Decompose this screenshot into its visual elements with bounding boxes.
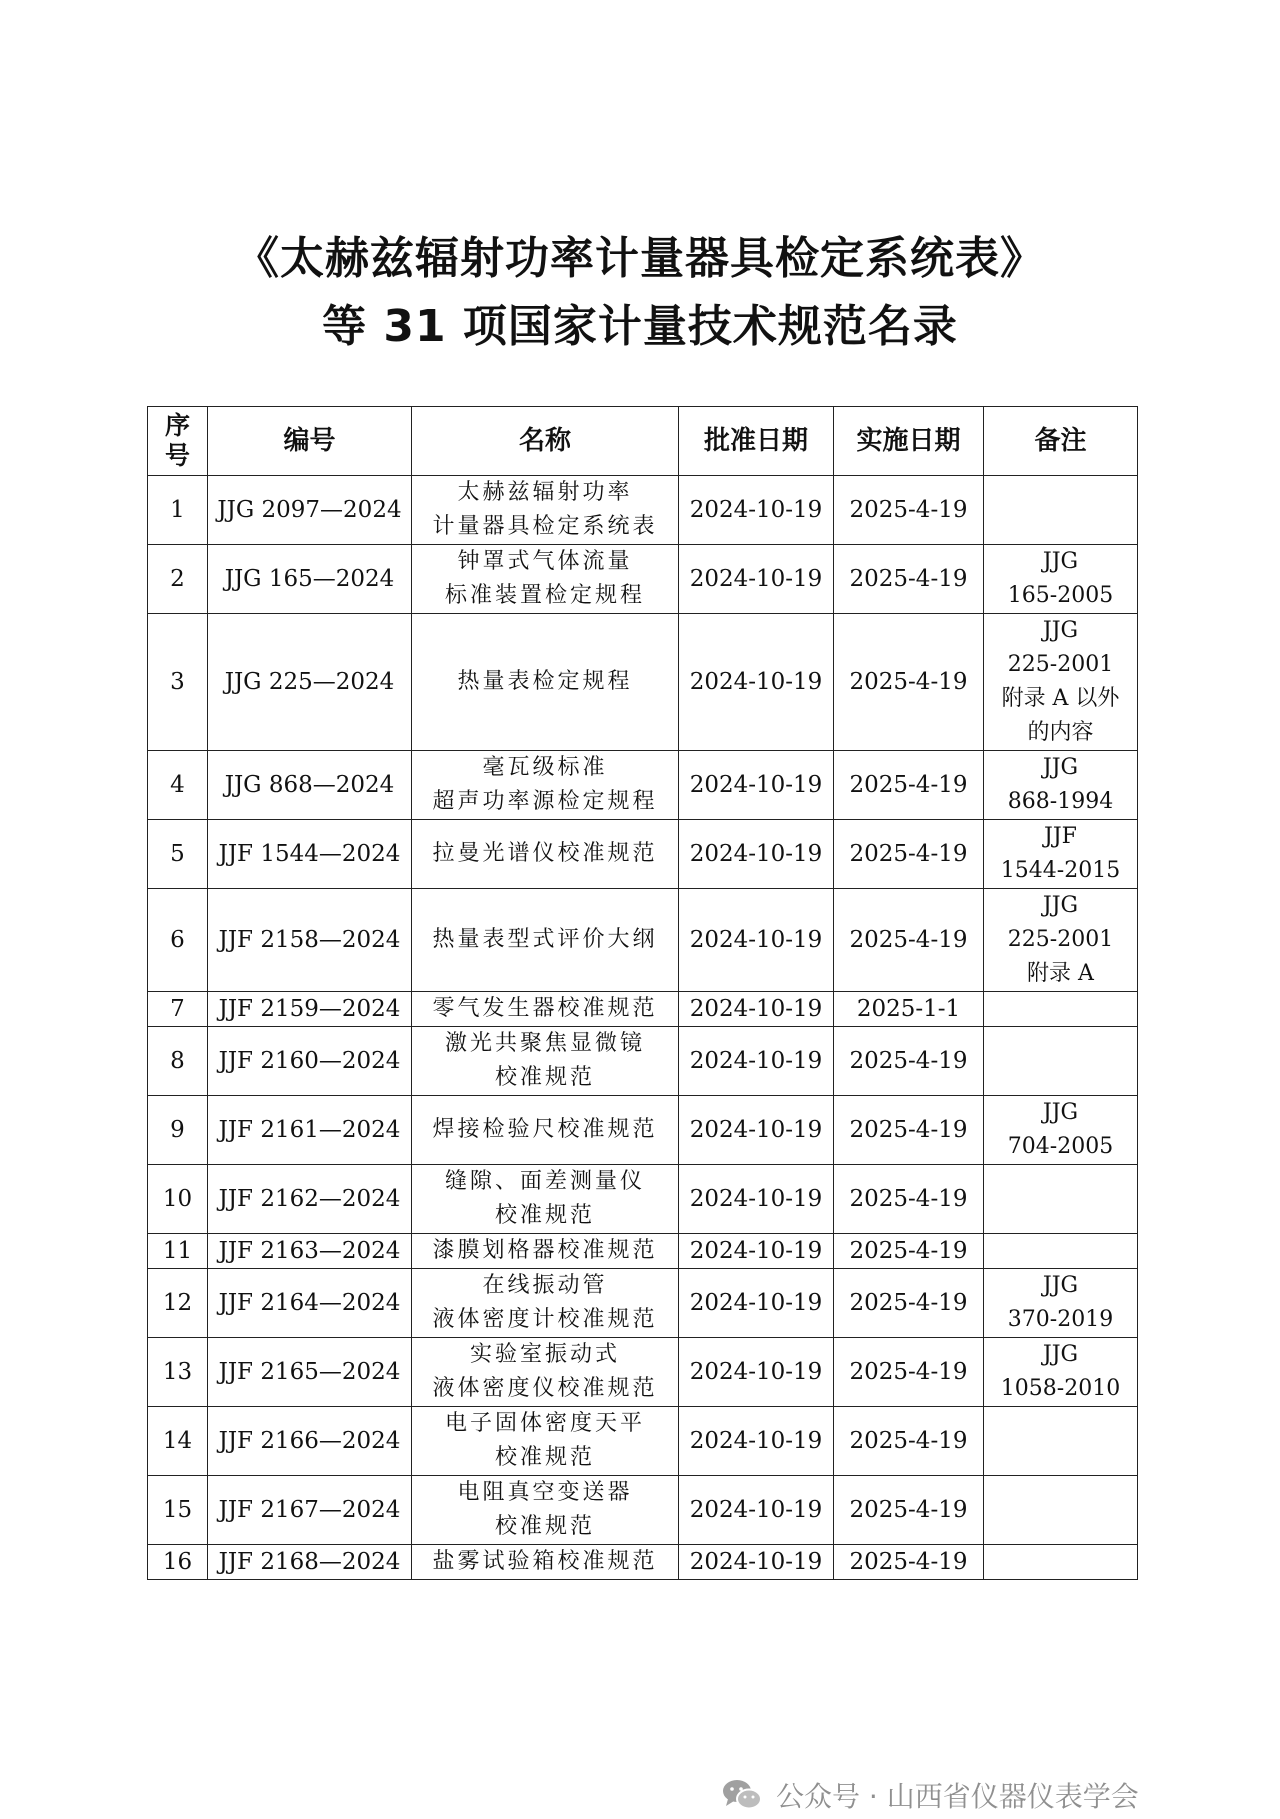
- cell-remark: [984, 1269, 1138, 1338]
- cell-name-line: 钟罩式气体流量: [457, 549, 633, 574]
- cell-approve-date: 2024-10-19: [679, 1545, 834, 1580]
- cell-name-line: 焊接检验尺校准规范: [432, 1117, 658, 1142]
- watermark: [722, 1775, 1139, 1815]
- cell-code: JJF 2163—2024: [208, 1234, 412, 1269]
- header-seq: 序 号: [148, 407, 208, 476]
- cell-name-line: 实验室振动式: [469, 1342, 620, 1367]
- table-row: [148, 1234, 1138, 1269]
- cell-name: [412, 889, 679, 992]
- cell-approve-date: 2024-10-19: [679, 992, 834, 1027]
- cell-code: JJF 2167—2024: [208, 1476, 412, 1545]
- document-title-line-2: 等 31 项国家计量技术规范名录: [322, 301, 958, 352]
- cell-remark: [984, 1476, 1138, 1545]
- cell-name-line: 在线振动管: [482, 1273, 608, 1298]
- cell-remark: [984, 1234, 1138, 1269]
- cell-implement-date: 2025-1-1: [834, 992, 984, 1027]
- cell-implement-date: 2025-4-19: [834, 1476, 984, 1545]
- header-implement-date: 实施日期: [834, 407, 984, 476]
- cell-code: JJF 2164—2024: [208, 1269, 412, 1338]
- cell-remark-line: JJG: [1042, 549, 1079, 574]
- cell-approve-date: 2024-10-19: [679, 1338, 834, 1407]
- cell-remark-line: 的内容: [1027, 720, 1094, 745]
- cell-name-line: 太赫兹辐射功率: [457, 480, 633, 505]
- cell-name: [412, 476, 679, 545]
- cell-remark-line: 370-2019: [1007, 1307, 1114, 1332]
- cell-seq: 6: [148, 889, 208, 992]
- cell-implement-date: 2025-4-19: [834, 1338, 984, 1407]
- cell-name-line: 电阻真空变送器: [457, 1480, 633, 1505]
- cell-name-line: 液体密度仪校准规范: [432, 1376, 658, 1401]
- header-approve-date: 批准日期: [679, 407, 834, 476]
- cell-seq: 2: [148, 545, 208, 614]
- cell-code: JJF 2168—2024: [208, 1545, 412, 1580]
- cell-remark: [984, 1096, 1138, 1165]
- header-remark: 备注: [984, 407, 1138, 476]
- cell-seq: 4: [148, 751, 208, 820]
- cell-remark: [984, 889, 1138, 992]
- cell-approve-date: 2024-10-19: [679, 1027, 834, 1096]
- cell-name: [412, 1545, 679, 1580]
- cell-name: [412, 992, 679, 1027]
- cell-implement-date: 2025-4-19: [834, 1407, 984, 1476]
- cell-seq: 8: [148, 1027, 208, 1096]
- table-row: [148, 476, 1138, 545]
- cell-seq: 3: [148, 614, 208, 751]
- cell-remark-line: JJG: [1042, 755, 1079, 780]
- cell-remark-line: JJG: [1042, 1273, 1079, 1298]
- cell-implement-date: 2025-4-19: [834, 889, 984, 992]
- table-row: [148, 1545, 1138, 1580]
- table-row: [148, 1407, 1138, 1476]
- cell-remark: [984, 476, 1138, 545]
- table-row: [148, 992, 1138, 1027]
- cell-remark-line: 868-1994: [1007, 789, 1114, 814]
- cell-name-line: 校准规范: [494, 1445, 595, 1470]
- cell-approve-date: 2024-10-19: [679, 614, 834, 751]
- header-name: 名称: [412, 407, 679, 476]
- cell-remark-line: JJF: [1044, 824, 1077, 849]
- cell-approve-date: 2024-10-19: [679, 476, 834, 545]
- cell-code: JJF 2159—2024: [208, 992, 412, 1027]
- cell-name-line: 缝隙、面差测量仪: [444, 1169, 645, 1194]
- table-row: [148, 889, 1138, 992]
- cell-seq: 16: [148, 1545, 208, 1580]
- cell-implement-date: 2025-4-19: [834, 751, 984, 820]
- table-row: [148, 1476, 1138, 1545]
- cell-name: [412, 751, 679, 820]
- cell-remark: [984, 1165, 1138, 1234]
- cell-remark-line: 165-2005: [1007, 583, 1114, 608]
- cell-name: [412, 1096, 679, 1165]
- cell-name-line: 校准规范: [494, 1203, 595, 1228]
- document-title-line-1: 《太赫兹辐射功率计量器具检定系统表》: [235, 233, 1045, 284]
- cell-name: [412, 1407, 679, 1476]
- cell-remark-line: JJG: [1042, 893, 1079, 918]
- watermark-text: 公众号 · 山西省仪器仪表学会: [776, 1780, 1139, 1813]
- cell-name-line: 超声功率源检定规程: [432, 789, 658, 814]
- cell-code: JJF 2158—2024: [208, 889, 412, 992]
- cell-remark: [984, 545, 1138, 614]
- cell-seq: 12: [148, 1269, 208, 1338]
- cell-approve-date: 2024-10-19: [679, 1476, 834, 1545]
- cell-code: JJG 165—2024: [208, 545, 412, 614]
- cell-remark-line: 704-2005: [1007, 1134, 1114, 1159]
- cell-name-line: 标准装置检定规程: [444, 583, 645, 608]
- cell-seq: 10: [148, 1165, 208, 1234]
- table-row: [148, 614, 1138, 751]
- cell-implement-date: 2025-4-19: [834, 1269, 984, 1338]
- cell-approve-date: 2024-10-19: [679, 545, 834, 614]
- cell-approve-date: 2024-10-19: [679, 1096, 834, 1165]
- table-row: [148, 1338, 1138, 1407]
- cell-remark: [984, 1545, 1138, 1580]
- cell-approve-date: 2024-10-19: [679, 1234, 834, 1269]
- cell-remark: [984, 1027, 1138, 1096]
- table-row: [148, 1027, 1138, 1096]
- cell-approve-date: 2024-10-19: [679, 820, 834, 889]
- cell-implement-date: 2025-4-19: [834, 1096, 984, 1165]
- cell-name-line: 零气发生器校准规范: [432, 996, 658, 1021]
- cell-name: [412, 1027, 679, 1096]
- cell-name-line: 拉曼光谱仪校准规范: [432, 841, 658, 866]
- cell-name-line: 盐雾试验箱校准规范: [432, 1549, 658, 1574]
- cell-name-line: 毫瓦级标准: [482, 755, 608, 780]
- cell-remark: [984, 751, 1138, 820]
- table-row: [148, 751, 1138, 820]
- cell-implement-date: 2025-4-19: [834, 1027, 984, 1096]
- cell-implement-date: 2025-4-19: [834, 614, 984, 751]
- cell-code: JJF 2161—2024: [208, 1096, 412, 1165]
- cell-name: [412, 1338, 679, 1407]
- cell-remark: [984, 820, 1138, 889]
- cell-name: [412, 1476, 679, 1545]
- table-row: [148, 1269, 1138, 1338]
- cell-approve-date: 2024-10-19: [679, 1407, 834, 1476]
- cell-remark: [984, 1407, 1138, 1476]
- table-row: [148, 1096, 1138, 1165]
- table-row: [148, 1165, 1138, 1234]
- cell-seq: 1: [148, 476, 208, 545]
- cell-name: [412, 1234, 679, 1269]
- cell-implement-date: 2025-4-19: [834, 545, 984, 614]
- cell-remark-line: JJG: [1042, 1342, 1079, 1367]
- cell-remark-line: 1058-2010: [1000, 1376, 1121, 1401]
- cell-approve-date: 2024-10-19: [679, 751, 834, 820]
- cell-name-line: 热量表检定规程: [457, 669, 633, 694]
- cell-code: JJF 1544—2024: [208, 820, 412, 889]
- cell-name: [412, 1165, 679, 1234]
- cell-name-line: 电子固体密度天平: [444, 1411, 645, 1436]
- cell-seq: 5: [148, 820, 208, 889]
- cell-seq: 9: [148, 1096, 208, 1165]
- cell-seq: 13: [148, 1338, 208, 1407]
- cell-name: [412, 545, 679, 614]
- cell-code: JJF 2166—2024: [208, 1407, 412, 1476]
- cell-name-line: 热量表型式评价大纲: [432, 927, 658, 952]
- wechat-icon: [722, 1778, 762, 1812]
- cell-remark-line: 附录 A 以外: [1001, 686, 1120, 711]
- cell-implement-date: 2025-4-19: [834, 1545, 984, 1580]
- table-row: [148, 545, 1138, 614]
- cell-seq: 7: [148, 992, 208, 1027]
- cell-remark: [984, 992, 1138, 1027]
- cell-name: [412, 614, 679, 751]
- cell-remark: [984, 1338, 1138, 1407]
- header-code: 编号: [208, 407, 412, 476]
- cell-remark-line: 225-2001: [1007, 927, 1114, 952]
- cell-remark-line: 225-2001: [1007, 652, 1114, 677]
- cell-name-line: 校准规范: [494, 1514, 595, 1539]
- cell-remark-line: 附录 A: [1027, 961, 1094, 986]
- cell-remark-line: JJG: [1042, 1100, 1079, 1125]
- cell-approve-date: 2024-10-19: [679, 889, 834, 992]
- cell-seq: 15: [148, 1476, 208, 1545]
- cell-remark: [984, 614, 1138, 751]
- cell-code: JJF 2165—2024: [208, 1338, 412, 1407]
- cell-name: [412, 820, 679, 889]
- cell-implement-date: 2025-4-19: [834, 476, 984, 545]
- cell-implement-date: 2025-4-19: [834, 1234, 984, 1269]
- cell-seq: 11: [148, 1234, 208, 1269]
- cell-implement-date: 2025-4-19: [834, 820, 984, 889]
- cell-name-line: 激光共聚焦显微镜: [444, 1031, 645, 1056]
- cell-remark-line: JJG: [1042, 618, 1079, 643]
- table-header-row: [148, 407, 1138, 476]
- regulation-table: [147, 406, 1138, 1580]
- table-body: [148, 476, 1138, 1580]
- cell-approve-date: 2024-10-19: [679, 1165, 834, 1234]
- table-row: [148, 820, 1138, 889]
- cell-code: JJF 2160—2024: [208, 1027, 412, 1096]
- cell-name-line: 漆膜划格器校准规范: [432, 1238, 658, 1263]
- cell-approve-date: 2024-10-19: [679, 1269, 834, 1338]
- cell-seq: 14: [148, 1407, 208, 1476]
- cell-code: JJG 2097—2024: [208, 476, 412, 545]
- cell-code: JJG 868—2024: [208, 751, 412, 820]
- cell-name-line: 校准规范: [494, 1065, 595, 1090]
- cell-name-line: 液体密度计校准规范: [432, 1307, 658, 1332]
- cell-implement-date: 2025-4-19: [834, 1165, 984, 1234]
- cell-code: JJG 225—2024: [208, 614, 412, 751]
- cell-code: JJF 2162—2024: [208, 1165, 412, 1234]
- cell-remark-line: 1544-2015: [1000, 858, 1121, 883]
- cell-name-line: 计量器具检定系统表: [432, 514, 658, 539]
- cell-name: [412, 1269, 679, 1338]
